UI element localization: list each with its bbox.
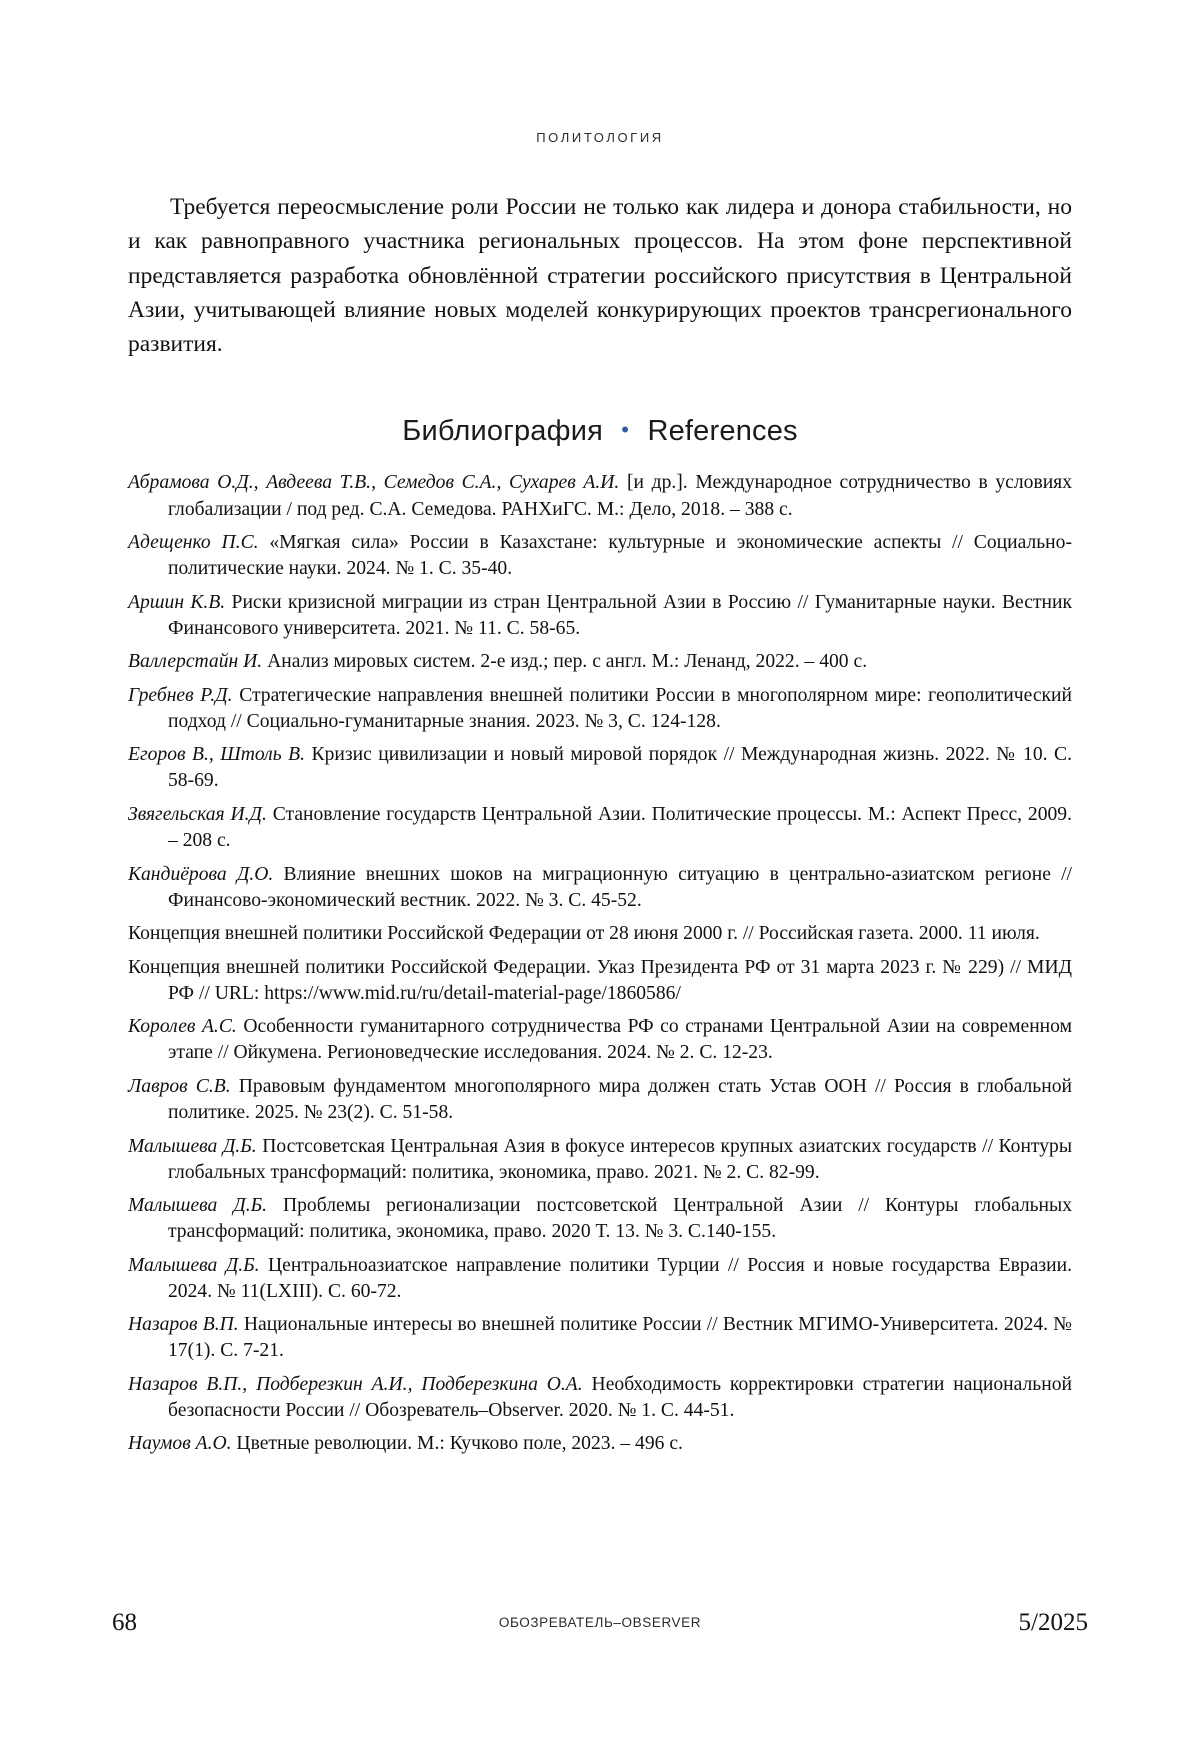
reference-item [128,862,1072,914]
reference-authors: Назаров В.П. [128,1314,239,1336]
reference-item [128,921,1072,947]
reference-authors: Королев А.С. [128,1016,237,1038]
reference-authors: Наумов А.О. [128,1433,232,1455]
reference-text: Постсоветская Центральная Азия в фокусе интересов крупных азиатских государств // Контуры глобальных трансформаций: политика, экономика, право. 2021. № 2. С. 82-99. [168,1135,1072,1183]
reference-text: Правовым фундаментом многополярного мира должен стать Устав ООН // Россия в глобальной политике. 2025. № 23(2). С. 51-58. [168,1075,1072,1123]
reference-authors: Аршин К.В. [128,591,226,613]
page-content [128,190,1072,1465]
reference-authors: Назаров В.П., Подберезкин А.И., Подберезкина О.А. [128,1373,583,1395]
bibliography-heading-ru: Библиография [402,415,604,448]
reference-authors: Валлерстайн И. [128,651,263,673]
reference-item [128,802,1072,854]
reference-authors: Лавров С.В. [128,1075,231,1097]
reference-authors: Малышева Д.Б. [128,1195,268,1217]
reference-authors: Гребнев Р.Д. [128,684,233,706]
reference-text: Риски кризисной миграции из стран Центральной Азии в Россию // Гуманитарные науки. Вестник Финансового университета. 2021. № 11. С. 58-65. [168,591,1072,639]
reference-text: Особенности гуманитарного сотрудничества РФ со странами Центральной Азии на современном этапе // Ойкумена. Регионоведческие исследования. 2024. № 2. С. 12-23. [168,1016,1072,1064]
running-head: ПОЛИТОЛОГИЯ [536,130,664,145]
page-footer [112,1609,1088,1639]
reference-authors: Малышева Д.Б. [128,1135,257,1157]
journal-name: ОБОЗРЕВАТЕЛЬ–OBSERVER [498,1615,702,1630]
reference-item [128,955,1072,1007]
reference-text: Центральноазиатское направление политики Турции // Россия и новые государства Евразии. 2024. № 11(LXIII). С. 60-72. [168,1254,1072,1302]
reference-item [128,1074,1072,1126]
reference-text: [и др.]. Международное сотрудничество в условиях глобализации / под ред. С.А. Семедова. РАНХиГС. М.: Дело, 2018. – 388 с. [168,472,1072,520]
reference-text: Кризис цивилизации и новый мировой порядок // Международная жизнь. 2022. № 10. С. 58-69. [168,744,1072,792]
reference-text: «Мягкая сила» России в Казахстане: культурные и экономические аспекты // Социально-политические науки. 2024. № 1. С. 35-40. [168,532,1072,580]
bullet-separator-icon: • [621,417,630,443]
reference-text: Анализ мировых систем. 2-е изд.; пер. с англ. М.: Ленанд, 2022. – 400 с. [262,651,868,673]
reference-item [128,1253,1072,1305]
reference-text: Концепция внешней политики Российской Федерации от 28 июня 2000 г. // Российская газета. 2000. 11 июля. [128,923,1040,945]
reference-authors: Кандиёрова Д.О. [128,863,274,885]
reference-authors: Абрамова О.Д., Авдеева Т.В., Семедов С.А., Сухарев А.И. [128,472,620,494]
reference-item [128,1431,1072,1457]
reference-item [128,470,1072,522]
reference-text: Стратегические направления внешней политики России в многополярном мире: геополитический подход // Социально-гуманитарные знания. 2023. № 3, С. 124-128. [168,684,1073,732]
reference-item [128,1014,1072,1066]
reference-item [128,649,1072,675]
reference-item [128,590,1072,642]
reference-item [128,683,1072,735]
issue-number: 5/2025 [1018,1609,1088,1636]
reference-text: Влияние внешних шоков на миграционную ситуацию в центрально-азиатском регионе // Финансово-экономический вестник. 2022. № 3. С. 45-52. [168,863,1072,911]
reference-text: Становление государств Центральной Азии. Политические процессы. М.: Аспект Пресс, 2009. – 208 с. [168,804,1072,852]
page-number: 68 [112,1609,137,1636]
bibliography-heading-en: References [647,415,798,448]
reference-item [128,530,1072,582]
reference-text: Проблемы регионализации постсоветской Центральной Азии // Контуры глобальных трансформаций: политика, экономика, право. 2020 Т. 13. № 3. С.140-155. [168,1195,1073,1243]
reference-authors: Егоров В., Штоль В. [128,744,306,766]
reference-text: Цветные революции. М.: Кучково поле, 2023. – 496 с. [231,1433,683,1455]
bibliography-heading [128,415,1072,448]
reference-authors: Адещенко П.С. [128,532,259,554]
reference-item [128,1372,1072,1424]
reference-item [128,1312,1072,1364]
body-paragraph: Требуется переосмысление роли России не только как лидера и донора стабильности, но и как равноправного участника региональных процессов. На этом фоне перспективной представляется разработка обновлённой стратегии российского присутствия в Центральной Азии, учитывающей влияние новых моделей конкурирующих проектов трансрегионального развития. [128,194,1072,358]
reference-authors: Малышева Д.Б. [128,1254,260,1276]
reference-list [128,470,1072,1457]
reference-text: Концепция внешней политики Российской Федерации. Указ Президента РФ от 31 марта 2023 г. № 229) // МИД РФ // URL: https://www.mid.ru/ru/detail-material-page/1860586/ [128,956,1072,1004]
reference-text: Национальные интересы во внешней политике России // Вестник МГИМО-Университета. 2024. № 17(1). С. 7-21. [168,1314,1072,1362]
reference-item [128,742,1072,794]
reference-text: Необходимость корректировки стратегии национальной безопасности России // Обозреватель–Observer. 2020. № 1. С. 44-51. [168,1373,1072,1421]
reference-authors: Звягельская И.Д. [128,804,267,825]
reference-item [128,1193,1072,1245]
reference-item [128,1134,1072,1186]
